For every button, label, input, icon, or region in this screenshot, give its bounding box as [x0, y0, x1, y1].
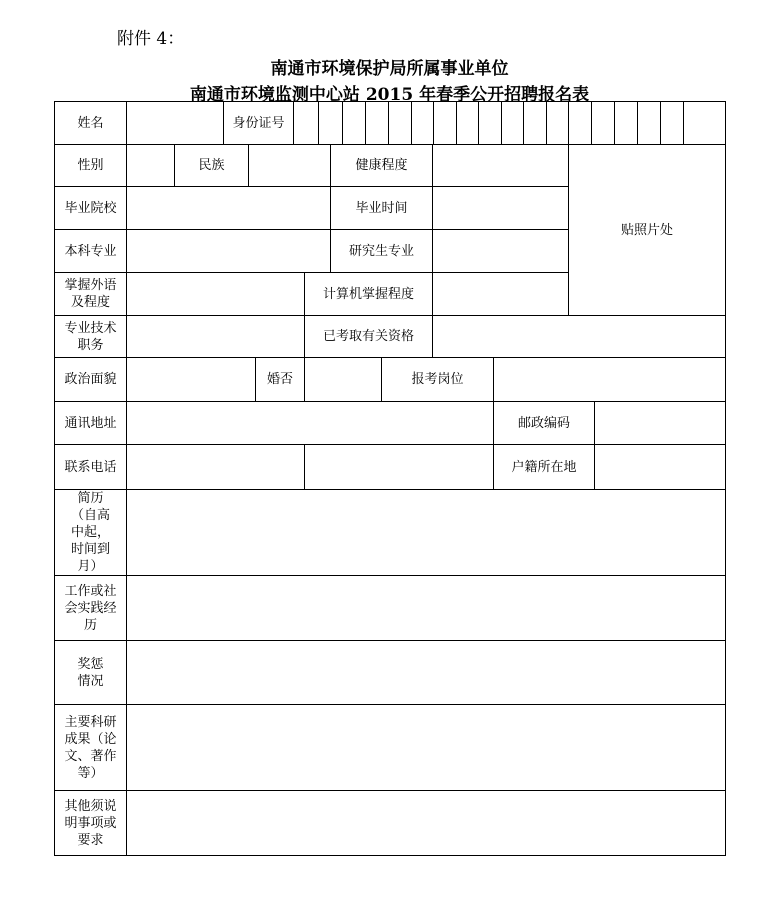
awards-label: 奖惩情况 [54, 640, 127, 705]
computer-skill-field[interactable] [432, 272, 569, 316]
undergrad-major-label: 本科专业 [54, 229, 127, 273]
id-digit-cell[interactable] [614, 101, 638, 145]
address-field[interactable] [126, 401, 494, 445]
graduation-time-label: 毕业时间 [330, 186, 433, 230]
ethnicity-label: 民族 [174, 144, 249, 187]
phone-field-2[interactable] [304, 444, 494, 490]
professional-title-field[interactable] [126, 315, 305, 358]
work-experience-label: 工作或社会实践经历 [54, 575, 127, 641]
qualifications-field[interactable] [432, 315, 726, 358]
name-label: 姓名 [54, 101, 127, 145]
postal-code-label: 邮政编码 [493, 401, 595, 445]
id-number-label: 身份证号 [223, 101, 294, 145]
health-field[interactable] [432, 144, 569, 187]
research-label: 主要科研成果（论文、著作等） [54, 704, 127, 791]
ethnicity-field[interactable] [248, 144, 331, 187]
grad-major-field[interactable] [432, 229, 569, 273]
id-digit-cell[interactable] [318, 101, 343, 145]
id-digit-cell[interactable] [342, 101, 366, 145]
awards-field[interactable] [126, 640, 726, 705]
gender-field[interactable] [126, 144, 175, 187]
marital-status-field[interactable] [304, 357, 382, 402]
id-digit-cell[interactable] [411, 101, 434, 145]
address-label: 通讯地址 [54, 401, 127, 445]
household-location-label: 户籍所在地 [493, 444, 595, 490]
qualifications-label: 已考取有关资格 [304, 315, 433, 358]
id-digit-cell[interactable] [637, 101, 661, 145]
political-status-field[interactable] [126, 357, 256, 402]
id-digit-cell[interactable] [365, 101, 389, 145]
grad-major-label: 研究生专业 [330, 229, 433, 273]
form-title-line1: 南通市环境保护局所属事业单位 [270, 59, 509, 79]
resume-label: 简历（自高中起，时间到月） [54, 489, 127, 576]
id-digit-cell[interactable] [546, 101, 569, 145]
resume-field[interactable] [126, 489, 726, 576]
postal-code-field[interactable] [594, 401, 726, 445]
political-status-label: 政治面貌 [54, 357, 127, 402]
school-label: 毕业院校 [54, 186, 127, 230]
phone-field-1[interactable] [126, 444, 305, 490]
id-digit-cell[interactable] [433, 101, 457, 145]
professional-title-label: 专业技术职务 [54, 315, 127, 358]
name-field[interactable] [126, 101, 224, 145]
id-digit-cell[interactable] [501, 101, 524, 145]
id-digit-cell[interactable] [523, 101, 547, 145]
household-location-field[interactable] [594, 444, 726, 490]
undergrad-major-field[interactable] [126, 229, 331, 273]
photo-area[interactable]: 贴照片处 [568, 144, 726, 316]
form-title-line2: 南通市环境监测中心站 2015 年春季公开招聘报名表 [189, 85, 590, 105]
research-field[interactable] [126, 704, 726, 791]
marital-status-label: 婚否 [255, 357, 305, 402]
id-digit-cell[interactable] [478, 101, 502, 145]
id-digit-cell[interactable] [388, 101, 412, 145]
id-digit-cell[interactable] [293, 101, 319, 145]
other-notes-field[interactable] [126, 790, 726, 856]
id-digit-cell[interactable] [568, 101, 592, 145]
id-digit-cell[interactable] [456, 101, 479, 145]
position-applied-label: 报考岗位 [381, 357, 494, 402]
work-experience-field[interactable] [126, 575, 726, 641]
foreign-language-field[interactable] [126, 272, 305, 316]
phone-label: 联系电话 [54, 444, 127, 490]
id-digit-cell[interactable] [591, 101, 615, 145]
id-digit-cell[interactable] [660, 101, 684, 145]
computer-skill-label: 计算机掌握程度 [304, 272, 433, 316]
position-applied-field[interactable] [493, 357, 726, 402]
gender-label: 性别 [54, 144, 127, 187]
other-notes-label: 其他须说明事项或要求 [54, 790, 127, 856]
foreign-language-label: 掌握外语及程度 [54, 272, 127, 316]
id-digit-cell[interactable] [683, 101, 726, 145]
school-field[interactable] [126, 186, 331, 230]
health-label: 健康程度 [330, 144, 433, 187]
attachment-label: 附件 4： [117, 29, 185, 49]
graduation-time-field[interactable] [432, 186, 569, 230]
